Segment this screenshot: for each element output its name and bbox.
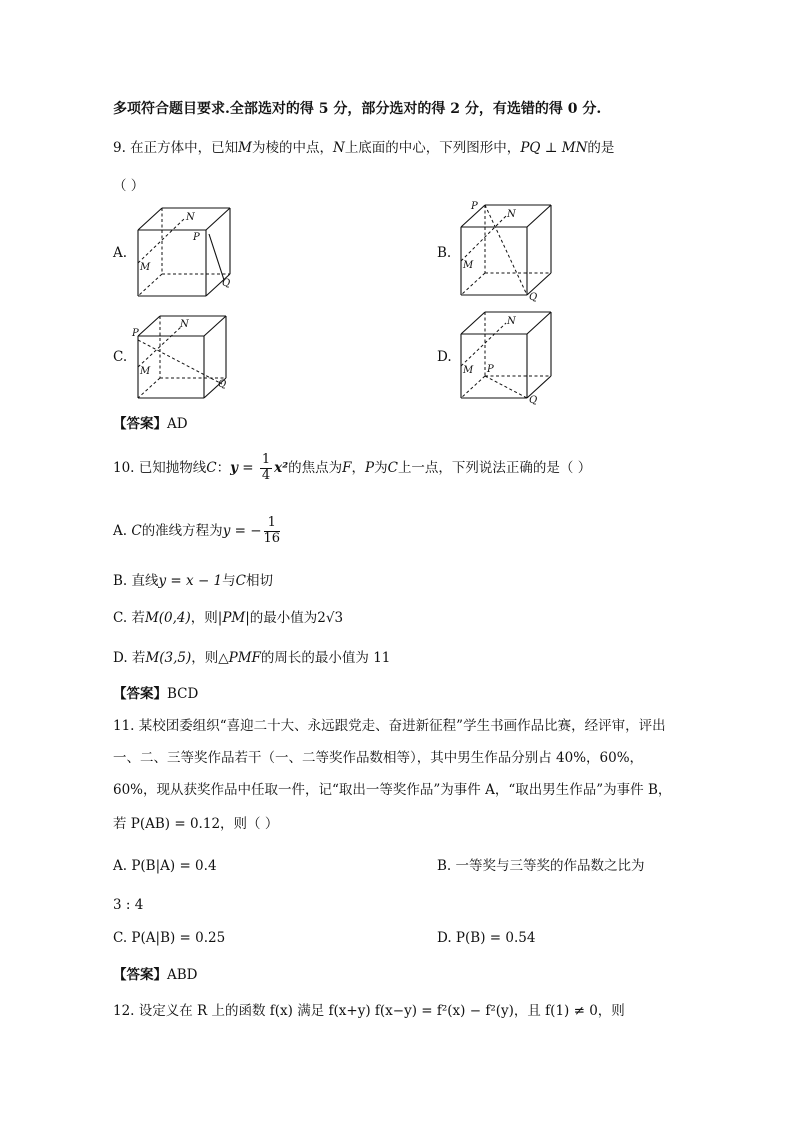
cube-figure-c <box>130 308 240 404</box>
point-m-label: M <box>140 262 151 273</box>
point-n-label: N <box>507 316 516 327</box>
q10-option-a: A. C的准线方程为y = − $\frac{1}{16}$ <box>113 515 281 546</box>
point-q-label: Q <box>218 379 227 390</box>
question-9-answer: 【答案】AD <box>113 416 188 432</box>
point-q-label: Q <box>222 278 231 289</box>
point-m-label: M <box>463 365 474 376</box>
point-n-label: N <box>507 209 516 220</box>
section-instruction: 多项符合题目要求.全部选对的得 5 分，部分选对的得 2 分，有选错的得 0 分. <box>113 101 602 117</box>
question-11-line-3: 60%，现从获奖作品中任取一件，记“取出一等奖作品”为事件 A，“取出男生作品”为事件 B， <box>113 782 672 798</box>
q11-option-b-continued: 3 : 4 <box>113 897 144 913</box>
cube-figure-a <box>130 200 240 302</box>
point-p-label: P <box>487 364 494 375</box>
cube-figure-b <box>455 197 565 302</box>
point-m-label: M <box>463 260 474 271</box>
question-11-line-4: 若 P(AB) = 0.12，则（ ） <box>113 816 279 832</box>
question-11-line-1: 11. 某校团委组织“喜迎二十大、永远跟党走、奋进新征程”学生书画作品比赛，经评审，评出 <box>113 718 666 734</box>
point-p-label: P <box>132 328 139 339</box>
point-q-label: Q <box>529 292 538 302</box>
question-11-answer: 【答案】ABD <box>113 967 198 983</box>
q11-option-d: D. P(B) = 0.54 <box>437 930 536 946</box>
point-m-label: M <box>140 366 151 377</box>
option-d-label: D. <box>437 349 452 365</box>
question-10-stem: 10. 已知抛物线C：y = $\frac{1}{4}$ x²的焦点为F，P为C上一点，下列说法正确的是（ ） <box>113 452 592 483</box>
option-c-label: C. <box>113 349 128 365</box>
fraction-one-sixteenth: $\frac{1}{16}$ <box>263 515 281 546</box>
question-9-paren: （ ） <box>113 178 145 194</box>
point-p-label: P <box>471 201 478 212</box>
cube-figure-d <box>455 304 565 406</box>
point-q-label: Q <box>529 395 538 406</box>
question-10-answer: 【答案】BCD <box>113 686 199 702</box>
point-n-label: N <box>186 212 195 223</box>
option-b-label: B. <box>437 245 452 261</box>
q10-option-c: C. 若M(0,4)，则|PM|的最小值为2√3 <box>113 610 344 626</box>
q11-option-b: B. 一等奖与三等奖的作品数之比为 <box>437 858 645 874</box>
fraction-one-quarter: $\frac{1}{4}$ <box>261 452 271 483</box>
q11-option-a: A. P(B|A) = 0.4 <box>113 858 217 874</box>
question-11-line-2: 一、二、三等奖作品若干（一、二等奖作品数相等），其中男生作品分别占 40%，60%， <box>113 750 644 766</box>
q10-option-d: D. 若M(3,5)，则△PMF的周长的最小值为 11 <box>113 650 391 666</box>
point-p-label: P <box>193 232 200 243</box>
point-n-label: N <box>180 319 189 330</box>
question-12-line-1: 12. 设定义在 R 上的函数 f(x) 满足 f(x+y) f(x−y) = f²(x) − f²(y)，且 f(1) ≠ 0，则 <box>113 1003 625 1019</box>
option-a-label: A. <box>113 245 128 261</box>
q11-option-c: C. P(A|B) = 0.25 <box>113 930 226 946</box>
q10-option-b: B. 直线y = x − 1与C相切 <box>113 573 273 589</box>
question-9-stem: 9. 在正方体中，已知M为棱的中点，N上底面的中心，下列图形中，PQ ⊥ MN的是 <box>113 140 615 156</box>
